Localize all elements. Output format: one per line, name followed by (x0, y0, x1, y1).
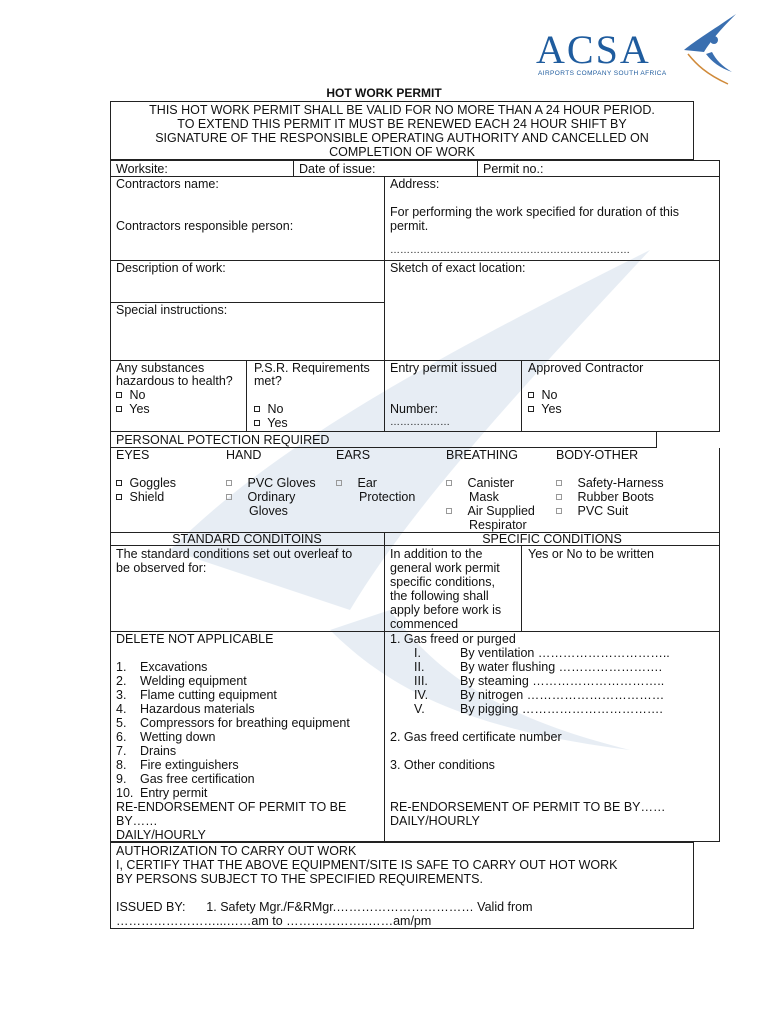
checkbox-icon[interactable] (556, 480, 562, 486)
checkbox-icon[interactable] (528, 406, 534, 412)
ppe-col-body-other: BODY-OTHER (556, 448, 639, 462)
yes-no-label[interactable]: Yes or No to be written (528, 547, 654, 561)
safety-harness-option[interactable]: Safety-Harness (556, 476, 664, 490)
approved-contractor-label: Approved Contractor (528, 361, 644, 375)
certify-line-1: I, CERTIFY THAT THE ABOVE EQUIPMENT/SITE IS SAFE TO CARRY OUT HOT WORK (116, 858, 618, 872)
number-label[interactable]: Number: (390, 402, 438, 416)
delete-item[interactable]: 8. Fire extinguishers (116, 758, 239, 772)
responsible-person-label[interactable]: Contractors responsible person: (116, 219, 294, 233)
air-supplied-option[interactable]: Air Supplied (446, 504, 535, 518)
gas-sub-item[interactable]: II. By water flushing ……………………. (414, 660, 663, 674)
specific-text-line-5: apply before work is (390, 603, 502, 617)
pvc-suit-option[interactable]: PVC Suit (556, 504, 628, 518)
checkbox-icon[interactable] (116, 406, 122, 412)
standard-conditions-heading: STANDARD CONDITOINS (172, 532, 322, 546)
air-supplied-line-2: Respirator (469, 518, 527, 532)
acsa-logo (536, 18, 746, 86)
goggles-option[interactable]: Goggles (116, 476, 176, 490)
ppe-col-eyes: EYES (116, 448, 150, 462)
standard-text-line-2: be observed for: (116, 561, 207, 575)
reendorse-line-3: DAILY/HOURLY (116, 828, 206, 842)
delete-item[interactable]: 2. Welding equipment (116, 674, 247, 688)
checkbox-icon[interactable] (116, 392, 122, 398)
ppe-heading: PERSONAL POTECTION REQUIRED (116, 433, 330, 447)
reendorse-line-2[interactable]: BY…… (116, 814, 158, 828)
notice-line-4: COMPLETION OF WORK (329, 145, 475, 159)
gas-sub-item[interactable]: I. By ventilation ………………………….. (414, 646, 670, 660)
gas-item-3[interactable]: 3. Other conditions (390, 758, 495, 772)
valid-time-line[interactable]: ……………………...……am to ………………..……am/pm (116, 914, 432, 928)
checkbox-icon[interactable] (254, 420, 260, 426)
date-of-issue-label[interactable]: Date of issue: (299, 162, 376, 176)
hazardous-line-1: Any substances (116, 361, 205, 375)
header-row (110, 160, 720, 177)
checkbox-icon[interactable] (556, 508, 562, 514)
ear-protection-line-2: Protection (359, 490, 416, 504)
perform-line-2: permit. (390, 219, 429, 233)
approved-yes-option[interactable]: Yes (528, 402, 562, 416)
gas-sub-item[interactable]: V. By pigging ……………………………. (414, 702, 663, 716)
authorization-heading: AUTHORIZATION TO CARRY OUT WORK (116, 844, 357, 858)
psr-line-2: met? (254, 374, 282, 388)
ordinary-gloves-line-2: Gloves (249, 504, 288, 518)
gas-item-1: 1. Gas freed or purged (390, 632, 516, 646)
notice-line-2: TO EXTEND THIS PERMIT IT MUST BE RENEWED EACH 24 HOUR SHIFT BY (177, 117, 627, 131)
approved-no-option[interactable]: No (528, 388, 557, 402)
notice-line-3: SIGNATURE OF THE RESPONSIBLE OPERATING AUTHORITY AND CANCELLED ON (155, 131, 649, 145)
rubber-boots-option[interactable]: Rubber Boots (556, 490, 654, 504)
page-title: HOT WORK PERMIT (326, 86, 442, 100)
gas-item-2[interactable]: 2. Gas freed certificate number (390, 730, 562, 744)
ear-protection-option[interactable]: Ear (336, 476, 377, 490)
logo-name: ACSA (536, 27, 651, 72)
shield-option[interactable]: Shield (116, 490, 164, 504)
checkbox-icon[interactable] (446, 508, 452, 514)
hazardous-line-2: hazardous to health? (116, 374, 233, 388)
checkbox-icon[interactable] (254, 406, 260, 412)
delete-item[interactable]: 1. Excavations (116, 660, 208, 674)
logo-tagline: AIRPORTS COMPANY SOUTH AFRICA (538, 70, 667, 77)
checkbox-icon[interactable] (446, 480, 452, 486)
checkbox-icon[interactable] (226, 480, 232, 486)
checkbox-icon[interactable] (556, 494, 562, 500)
specific-text-line-6: commenced (390, 617, 459, 631)
ppe-col-ears: EARS (336, 448, 371, 462)
athlete-logo-icon (676, 10, 746, 90)
checkbox-icon[interactable] (226, 494, 232, 500)
address-label[interactable]: Address: (390, 177, 440, 191)
canister-mask-option[interactable]: Canister (446, 476, 514, 490)
perform-dots[interactable]: ……………………………………………………………… (390, 245, 630, 256)
canister-mask-line-2: Mask (469, 490, 499, 504)
special-instructions-label[interactable]: Special instructions: (116, 303, 228, 317)
gas-reendorse-line-2: DAILY/HOURLY (390, 814, 480, 828)
notice-line-1: THIS HOT WORK PERMIT SHALL BE VALID FOR NO MORE THAN A 24 HOUR PERIOD. (149, 103, 655, 117)
hazardous-yes-option[interactable]: Yes (116, 402, 150, 416)
specific-text-line-1: In addition to the (390, 547, 483, 561)
delete-item[interactable]: 3. Flame cutting equipment (116, 688, 277, 702)
checkbox-icon[interactable] (528, 392, 534, 398)
certify-line-2: BY PERSONS SUBJECT TO THE SPECIFIED REQUIREMENTS. (116, 872, 483, 886)
delete-item[interactable]: 9. Gas free certification (116, 772, 255, 786)
psr-no-option[interactable]: No (254, 402, 283, 416)
perform-line-1: For performing the work specified for duration of this (390, 205, 680, 219)
specific-text-line-3: specific conditions, (390, 575, 495, 589)
gas-reendorse-line-1[interactable]: RE-ENDORSEMENT OF PERMIT TO BE BY…… (390, 800, 666, 814)
ppe-col-hand: HAND (226, 448, 262, 462)
psr-line-1: P.S.R. Requirements (254, 361, 370, 375)
specific-text-line-4: the following shall (390, 589, 489, 603)
delete-item[interactable]: 4. Hazardous materials (116, 702, 255, 716)
hazardous-no-option[interactable]: No (116, 388, 145, 402)
gas-sub-item[interactable]: III. By steaming ………………………….. (414, 674, 665, 688)
gas-sub-item[interactable]: IV. By nitrogen …………………………… (414, 688, 665, 702)
standard-text-line-1: The standard conditions set out overleaf to (116, 547, 353, 561)
psr-yes-option[interactable]: Yes (254, 416, 288, 430)
delete-heading: DELETE NOT APPLICABLE (116, 632, 274, 646)
worksite-label[interactable]: Worksite: (116, 162, 168, 176)
specific-text-line-2: general work permit (390, 561, 500, 575)
delete-item[interactable]: 10. Entry permit (116, 786, 208, 800)
delete-item[interactable]: 7. Drains (116, 744, 177, 758)
specific-conditions-heading: SPECIFIC CONDITIONS (482, 532, 622, 546)
entry-permit-label: Entry permit issued (390, 361, 497, 375)
issued-by-line[interactable]: ISSUED BY: 1. Safety Mgr./F&RMgr.…………………………… Valid from (116, 900, 533, 914)
checkbox-icon[interactable] (116, 494, 122, 500)
delete-item[interactable]: 6. Wetting down (116, 730, 216, 744)
checkbox-icon[interactable] (336, 480, 342, 486)
checkbox-icon[interactable] (116, 480, 122, 486)
ppe-col-breathing: BREATHING (446, 448, 518, 462)
permit-number-label[interactable]: Permit no.: (483, 162, 544, 176)
sketch-label[interactable]: Sketch of exact location: (390, 261, 526, 275)
pvc-gloves-option[interactable]: PVC Gloves (226, 476, 316, 490)
reendorse-line-1: RE-ENDORSEMENT OF PERMIT TO BE (116, 800, 347, 814)
delete-item[interactable]: 5. Compressors for breathing equipment (116, 716, 350, 730)
ordinary-gloves-option[interactable]: Ordinary (226, 490, 295, 504)
description-label[interactable]: Description of work: (116, 261, 226, 275)
contractors-name-label[interactable]: Contractors name: (116, 177, 219, 191)
number-dots[interactable]: ……………… (390, 417, 450, 428)
